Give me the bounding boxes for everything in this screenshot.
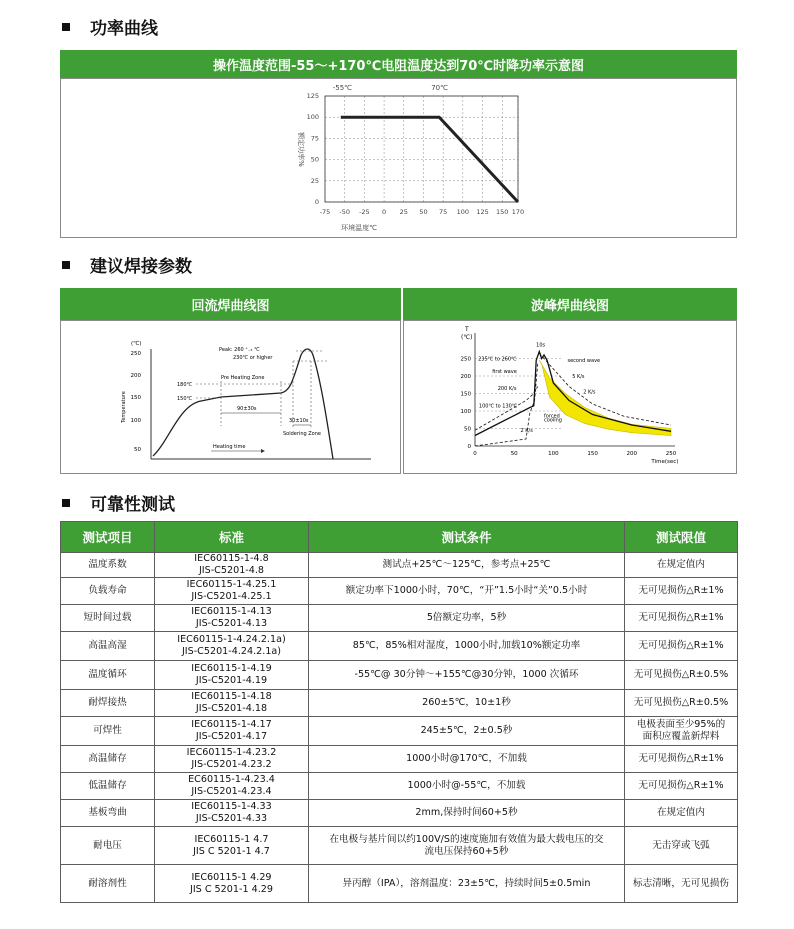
table-row bbox=[61, 661, 738, 690]
wave-200ks-label: 200 K/s bbox=[497, 386, 517, 392]
bullet-square-icon bbox=[62, 499, 70, 507]
cell-standard: IEC60115-1-4.19 JIS-C5201-4.19 bbox=[155, 661, 309, 690]
reflow-peak-label: Peak: 260 ⁺₋₅ ℃ bbox=[219, 347, 260, 353]
section-title-text: 可靠性测试 bbox=[90, 495, 175, 515]
table-row bbox=[61, 605, 738, 632]
wave-5ks-label: 5 K/s bbox=[572, 374, 585, 381]
cell-standard: EC60115-1-4.23.4 JIS-C5201-4.23.4 bbox=[155, 773, 309, 800]
header-condition: 测试条件 bbox=[309, 522, 625, 553]
cell-item: 基板弯曲 bbox=[61, 800, 155, 827]
cell-item: 低温储存 bbox=[61, 773, 155, 800]
table-header-row bbox=[61, 522, 738, 553]
reflow-tick: 50 bbox=[134, 447, 141, 453]
header-item: 测试项目 bbox=[61, 522, 155, 553]
cell-standard: IEC60115-1-4.23.2 JIS-C5201-4.23.2 bbox=[155, 746, 309, 773]
section-title-reliability bbox=[62, 490, 175, 515]
y-tick-label: 0 bbox=[314, 198, 319, 206]
wave-y-tick: 50 bbox=[464, 426, 471, 433]
cell-item: 温度循环 bbox=[61, 661, 155, 690]
wave-100-label: 100℃ to 130℃ bbox=[478, 403, 518, 410]
cell-condition: 1000小时@-55℃，不加载 bbox=[309, 773, 625, 800]
cell-limit: 无可见损伤△R±1% bbox=[625, 632, 738, 661]
cell-condition: 在电极与基片间以约100V/S的速度施加有效值为最大载电压的交 流电压保持60+5秒 bbox=[309, 827, 625, 865]
reflow-tick: 150 bbox=[130, 395, 141, 401]
wave-second-label: second wave bbox=[567, 358, 601, 364]
cell-standard: IEC60115-1 4.7 JIS C 5201-1 4.7 bbox=[155, 827, 309, 865]
annotation-70: 70℃ bbox=[431, 84, 449, 92]
plot-frame bbox=[325, 96, 518, 202]
wave-y-label: T bbox=[465, 326, 469, 333]
table-row bbox=[61, 800, 738, 827]
wave-y-tick: 200 bbox=[460, 374, 471, 380]
x-tick-label: 25 bbox=[399, 208, 408, 216]
x-tick-label: 50 bbox=[419, 208, 428, 216]
cell-limit: 无可见损伤△R±0.5% bbox=[625, 690, 738, 717]
wave-y-tick: 150 bbox=[460, 391, 471, 398]
table-row bbox=[61, 773, 738, 800]
cell-standard: IEC60115-1-4.33 JIS-C5201-4.33 bbox=[155, 800, 309, 827]
wave-forced-label: forced bbox=[543, 413, 560, 420]
table-row bbox=[61, 717, 738, 746]
cell-standard: IEC60115-1-4.25.1 JIS-C5201-4.25.1 bbox=[155, 578, 309, 605]
table-row bbox=[61, 746, 738, 773]
power-chart-ticks bbox=[307, 92, 525, 216]
reflow-tick: 250 bbox=[130, 351, 141, 357]
reflow-header: 回流焊曲线图 bbox=[60, 288, 401, 320]
section-title-soldering bbox=[62, 252, 192, 277]
y-tick-label: 50 bbox=[310, 155, 319, 164]
x-tick-label: 0 bbox=[382, 208, 387, 216]
cell-limit: 无可见损伤△R±1% bbox=[625, 746, 738, 773]
reflow-tick: 200 bbox=[130, 373, 141, 379]
reflow-preheat-label: Pre Heating Zone bbox=[221, 375, 265, 381]
arrow-head-icon bbox=[261, 449, 265, 453]
wave-x-tick: 250 bbox=[665, 451, 677, 457]
cell-limit: 标志清晰，无可见损伤 bbox=[625, 865, 738, 903]
table-row bbox=[61, 865, 738, 903]
reflow-150-label: 150℃ bbox=[177, 396, 193, 402]
power-chart-grid bbox=[325, 96, 518, 202]
section-title-text: 建议焊接参数 bbox=[90, 257, 192, 277]
header-limit: 测试限值 bbox=[625, 522, 738, 553]
table-row bbox=[61, 827, 738, 865]
wave-y-tick: 100 bbox=[460, 409, 471, 415]
cell-item: 高温高湿 bbox=[61, 632, 155, 661]
wave-chart bbox=[404, 321, 736, 473]
wave-10s-label: 10s bbox=[536, 342, 546, 349]
y-tick-label: 75 bbox=[310, 134, 319, 143]
reflow-panel bbox=[60, 320, 401, 474]
table-row bbox=[61, 690, 738, 717]
power-curve-panel bbox=[60, 78, 737, 238]
section-title-power-curve bbox=[62, 14, 158, 39]
cell-item: 温度系数 bbox=[61, 553, 155, 578]
cell-limit: 无击穿或飞弧 bbox=[625, 827, 738, 865]
cell-condition: 异丙醇（IPA），溶剂温度：23±5℃，持续时间5±0.5min bbox=[309, 865, 625, 903]
cell-limit: 无可见损伤△R±0.5% bbox=[625, 661, 738, 690]
reflow-zone-label: Soldering Zone bbox=[283, 431, 321, 437]
wave-x-tick: 150 bbox=[587, 451, 598, 457]
wave-x-tick: 200 bbox=[626, 451, 638, 457]
bullet-square-icon bbox=[62, 23, 70, 31]
cell-item: 高温储存 bbox=[61, 746, 155, 773]
cell-standard: IEC60115-1-4.24.2.1a) JIS-C5201-4.24.2.1a) bbox=[155, 632, 309, 661]
power-curve-chart bbox=[61, 79, 736, 237]
wave-x-tick: 0 bbox=[473, 451, 477, 457]
cell-standard: IEC60115-1-4.13 JIS-C5201-4.13 bbox=[155, 605, 309, 632]
cell-item: 可焊性 bbox=[61, 717, 155, 746]
cell-limit: 无可见损伤△R±1% bbox=[625, 578, 738, 605]
wave-2ks-lower-label: 2 K/s bbox=[520, 428, 533, 434]
reflow-peak2-label: 230℃ or higher bbox=[233, 355, 273, 361]
wave-cooling-label: cooling bbox=[543, 417, 562, 424]
reflow-chart bbox=[61, 321, 400, 473]
cell-condition: 260±5℃，10±1秒 bbox=[309, 690, 625, 717]
cell-item: 耐溶剂性 bbox=[61, 865, 155, 903]
bullet-square-icon bbox=[62, 261, 70, 269]
x-axis-label: 环境温度℃ bbox=[341, 224, 378, 232]
wave-y-tick: 0 bbox=[467, 444, 471, 450]
x-tick-label: 100 bbox=[456, 208, 470, 216]
y-tick-label: 25 bbox=[310, 176, 319, 185]
x-tick-label: -75 bbox=[319, 208, 331, 216]
reflow-30s-label: 30±10s bbox=[289, 418, 309, 424]
x-tick-label: 125 bbox=[476, 208, 489, 216]
cell-condition: 245±5℃，2±0.5秒 bbox=[309, 717, 625, 746]
x-tick-label: -50 bbox=[339, 208, 351, 216]
reflow-heating-label: Heating time bbox=[213, 444, 246, 450]
cell-standard: IEC60115-1-4.8 JIS-C5201-4.8 bbox=[155, 553, 309, 578]
power-chart-axes bbox=[325, 96, 518, 202]
wave-x-tick: 100 bbox=[548, 451, 559, 457]
reflow-unit: (℃) bbox=[131, 341, 142, 347]
wave-235-label: 235℃ to 260℃ bbox=[478, 356, 517, 363]
x-tick-label: -25 bbox=[359, 208, 370, 216]
wave-unit: (℃) bbox=[461, 334, 473, 341]
x-tick-label: 75 bbox=[439, 208, 448, 216]
reflow-90s-label: 90±30s bbox=[237, 406, 257, 412]
wave-y-tick: 250 bbox=[460, 356, 471, 363]
annotation-minus55: -55℃ bbox=[332, 84, 353, 92]
cell-condition: 测试点+25℃～125℃，参考点+25℃ bbox=[309, 553, 625, 578]
wave-x-tick: 50 bbox=[510, 451, 518, 457]
reflow-y-label: Temperature bbox=[121, 391, 127, 423]
cell-limit: 无可见损伤△R±1% bbox=[625, 605, 738, 632]
cell-standard: IEC60115-1-4.17 JIS-C5201-4.17 bbox=[155, 717, 309, 746]
table-row bbox=[61, 632, 738, 661]
x-tick-label: 150 bbox=[496, 208, 509, 216]
wave-first-label: first wave bbox=[492, 369, 517, 376]
cell-item: 短时间过载 bbox=[61, 605, 155, 632]
x-tick-label: 170 bbox=[511, 208, 525, 216]
y-axis-label: 额定功率% bbox=[297, 132, 305, 167]
reflow-profile-curve bbox=[153, 349, 333, 459]
section-title-text: 功率曲线 bbox=[90, 19, 158, 39]
cell-standard: IEC60115-1-4.18 JIS-C5201-4.18 bbox=[155, 690, 309, 717]
cell-condition: -55℃@ 30分钟～+155℃@30分钟，1000 次循环 bbox=[309, 661, 625, 690]
cell-condition: 5倍额定功率，5秒 bbox=[309, 605, 625, 632]
cell-item: 负载寿命 bbox=[61, 578, 155, 605]
reflow-tick: 100 bbox=[130, 418, 141, 424]
wave-header: 波峰焊曲线图 bbox=[403, 288, 737, 320]
cell-limit: 无可见损伤△R±1% bbox=[625, 773, 738, 800]
cell-condition: 1000小时@170℃，不加载 bbox=[309, 746, 625, 773]
cell-condition: 额定功率下1000小时，70℃，“开”1.5小时“关”0.5小时 bbox=[309, 578, 625, 605]
cell-item: 耐焊接热 bbox=[61, 690, 155, 717]
wave-x-label: Time(sec) bbox=[651, 459, 679, 465]
wave-panel bbox=[403, 320, 737, 474]
y-tick-label: 100 bbox=[306, 113, 319, 122]
wave-yellow-band bbox=[539, 360, 671, 435]
wave-2ks-label: 2 K/s bbox=[583, 389, 596, 396]
cell-item: 耐电压 bbox=[61, 827, 155, 865]
reflow-180-label: 180℃ bbox=[177, 382, 193, 388]
table-row bbox=[61, 553, 738, 578]
y-tick-label: 125 bbox=[306, 92, 319, 100]
cell-limit: 在规定值内 bbox=[625, 800, 738, 827]
cell-standard: IEC60115-1 4.29 JIS C 5201-1 4.29 bbox=[155, 865, 309, 903]
cell-limit: 电极表面至少95%的 面积应覆盖新焊料 bbox=[625, 717, 738, 746]
table-row bbox=[61, 578, 738, 605]
reliability-table bbox=[60, 521, 738, 903]
header-standard: 标准 bbox=[155, 522, 309, 553]
cell-condition: 2mm,保持时间60+5秒 bbox=[309, 800, 625, 827]
cell-condition: 85℃，85%相对湿度，1000小时,加载10%额定功率 bbox=[309, 632, 625, 661]
power-curve-banner: 操作温度范围-55～+170℃电阻温度达到70℃时降功率示意图 bbox=[60, 50, 737, 78]
cell-limit: 在规定值内 bbox=[625, 553, 738, 578]
